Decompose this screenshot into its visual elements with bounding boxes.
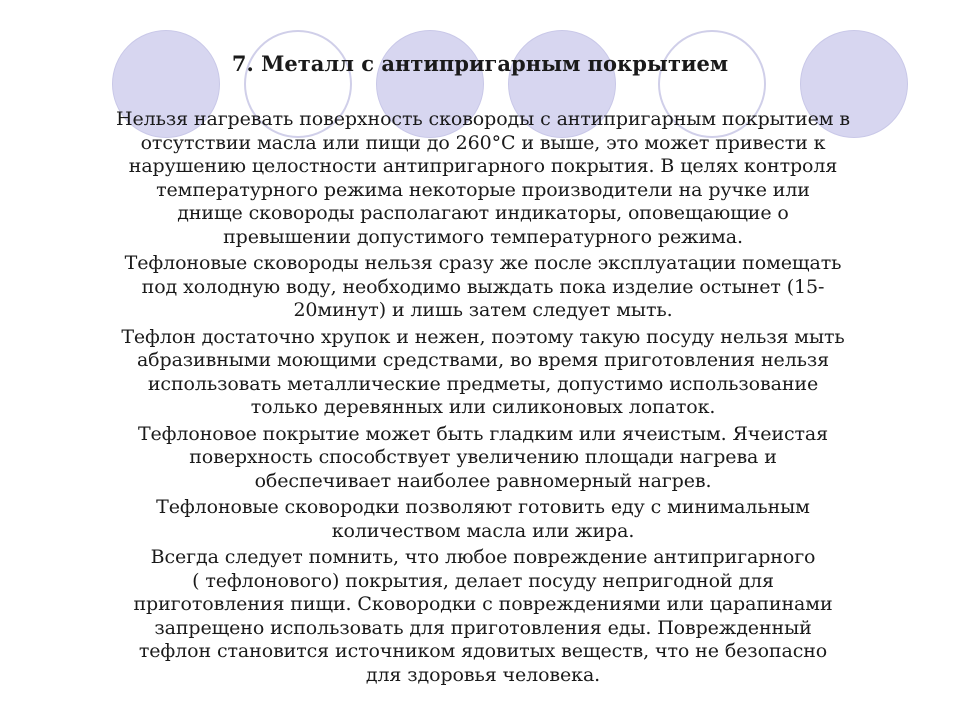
text-line: 20минут) и лишь затем следует мыть. [293,299,673,321]
text-line: для здоровья человека. [365,663,601,686]
text-line: обеспечивает наиболее равномерный нагрев. [254,469,712,492]
text-line: под холодную воду, необходимо выждать пока изделие остынет (15- [141,275,825,298]
text-line: Нельзя нагревать поверхность сковороды с антипригарным покрытием в [116,108,850,130]
text-line: использовать металлические предметы, допустимо использование [147,372,819,395]
text-line: Тефлоновое покрытие может быть гладким или ячеистым. Ячеистая [137,422,829,445]
text-line: абразивными моющими средствами, во время приготовления нельзя [136,349,830,371]
text-line: Тефлоновые сковородки позволяют готовить еду с минимальным [156,496,810,518]
text-line: температурного режима некоторые производители на ручке или [156,178,810,201]
text-line: Тефлоновые сковороды нельзя сразу же после эксплуатации помещать [124,252,842,274]
text-line: отсутствии масла или пищи до 260°С и выше, это может привести к [140,131,826,154]
text-line: запрещено использовать для приготовления еды. Поврежденный [154,616,812,639]
paragraph-heating [58,108,908,249]
text-line: количеством масла или жира. [331,519,635,542]
text-line: превышении допустимого температурного режима. [223,225,743,248]
paragraph-oil [58,496,908,543]
text-line: тефлон становится источником ядовитых веществ, что не безопасно [138,640,828,662]
text-line: только деревянных или силиконовых лопаток. [250,396,716,418]
slide-body [58,108,908,690]
text-line: Тефлон достаточно хрупок и нежен, поэтому такую посуду нельзя мыть [121,325,845,348]
text-line: поверхность способствует увеличению площади нагрева и [189,446,777,468]
text-line: днище сковороды располагают индикаторы, оповещающие о [177,202,789,224]
paragraph-damage [58,546,908,687]
text-line: Всегда следует помнить, что любое повреждение антипригарного [150,546,816,568]
paragraph-cooling [58,252,908,323]
paragraph-washing [58,326,908,420]
text-line: нарушению целостности антипригарного покрытия. В целях контроля [128,155,838,177]
slide-title: 7. Металл с антипригарным покрытием [231,51,729,76]
paragraph-surface [58,423,908,494]
text-line: ( тефлонового) покрытия, делает посуду непригодной для [192,569,774,592]
text-line: приготовления пищи. Сковородки с повреждениями или царапинами [133,593,833,615]
